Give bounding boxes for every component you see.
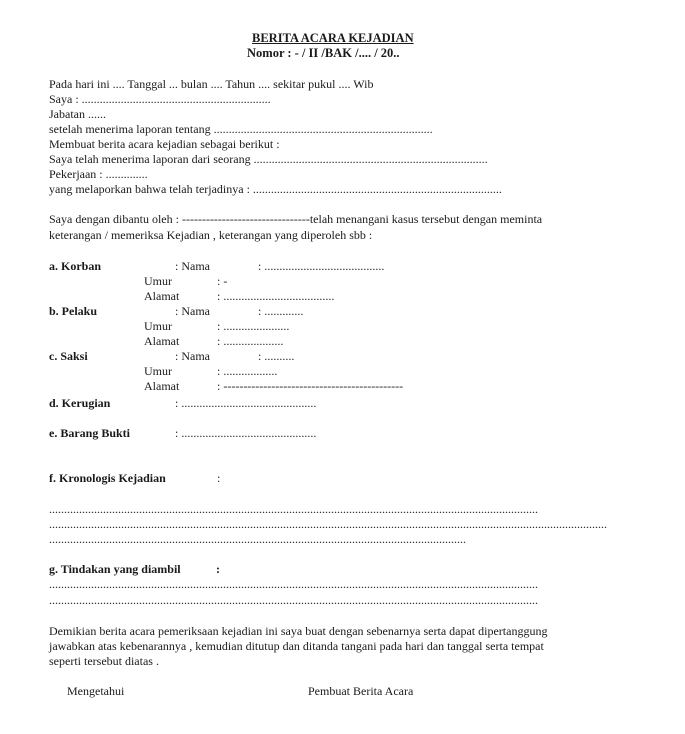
kronologis-line-3: ........................................................................................................................................... — [49, 532, 466, 546]
korban-alamat-label: Alamat — [144, 289, 180, 303]
tindakan-line-1: ................................................................................................................................................................... — [49, 577, 538, 591]
pelaku-alamat-value: : .................... — [217, 334, 284, 348]
kronologis-label: f. Kronologis Kejadian — [49, 471, 166, 485]
pelaku-umur-value: : ...................... — [217, 319, 290, 333]
dibantu-line-1: Saya dengan dibantu oleh : --------------------------------telah menangani kasus tersebut dengan meminta — [49, 212, 543, 226]
kronologis-colon: : — [217, 471, 221, 485]
saksi-umur-value: : .................. — [217, 364, 278, 378]
kronologis-line-1: ................................................................................................................................................................... — [49, 502, 538, 516]
document-title: BERITA ACARA KEJADIAN — [252, 31, 414, 45]
korban-label: a. Korban — [49, 259, 102, 273]
closing-line-3: seperti tersebut diatas . — [49, 654, 159, 668]
intro-saya-line: Saya : ............................................................... — [49, 92, 271, 106]
intro-laporan-line: setelah menerima laporan tentang ......................................................................... — [49, 122, 433, 136]
tindakan-line-2: ................................................................................................................................................................... — [49, 593, 538, 607]
kerugian-label: d. Kerugian — [49, 396, 111, 410]
saksi-umur-label: Umur — [144, 364, 172, 378]
intro-date-line: Pada hari ini .... Tanggal ... bulan .... Tahun .... sekitar pukul .... Wib — [49, 77, 374, 91]
saksi-label: c. Saksi — [49, 349, 88, 363]
barang-bukti-label: e. Barang Bukti — [49, 426, 131, 440]
barang-bukti-value: : ............................................. — [175, 426, 317, 440]
pelaku-nama-label: : Nama — [175, 304, 210, 318]
saksi-nama-label: : Nama — [175, 349, 210, 363]
pelaku-label: b. Pelaku — [49, 304, 98, 318]
korban-umur-value: : - — [217, 274, 228, 288]
intro-melaporkan-line: yang melaporkan bahwa telah terjadinya : ................................................................................... — [49, 182, 502, 196]
dibantu-line-2: keterangan / memeriksa Kejadian , keterangan yang diperoleh sbb : — [49, 228, 373, 242]
saksi-nama-value: : .......... — [258, 349, 295, 363]
korban-nama-label: : Nama — [175, 259, 210, 273]
intro-pekerjaan-line: Pekerjaan : .............. — [49, 167, 148, 181]
pelaku-alamat-label: Alamat — [144, 334, 180, 348]
tindakan-colon: : — [216, 562, 220, 576]
pelaku-nama-value: : ............. — [258, 304, 304, 318]
closing-line-2: jawabkan atas kebenarannya , kemudian ditutup dan ditanda tangani pada hari dan tanggal serta tempat — [49, 639, 544, 653]
intro-membuat-line: Membuat berita acara kejadian sebagai berikut : — [49, 137, 280, 151]
saksi-alamat-label: Alamat — [144, 379, 180, 393]
closing-line-1: Demikian berita acara pemeriksaan kejadian ini saya buat dengan sebenarnya serta dapat dipertanggung — [49, 624, 548, 638]
intro-seorang-line: Saya telah menerima laporan dari seorang .............................................................................. — [49, 152, 488, 166]
kronologis-line-2: .......................................................................................................................................................................................... — [49, 517, 607, 531]
document-number: Nomor : - / II /BAK /.... / 20.. — [247, 46, 400, 60]
korban-umur-label: Umur — [144, 274, 172, 288]
saksi-alamat-value: : --------------------------------------------- — [217, 379, 404, 393]
korban-alamat-value: : ..................................... — [217, 289, 335, 303]
intro-jabatan-line: Jabatan ...... — [49, 107, 106, 121]
tindakan-label: g. Tindakan yang diambil — [49, 562, 181, 576]
kerugian-value: : ............................................. — [175, 396, 317, 410]
signature-pembuat: Pembuat Berita Acara — [308, 684, 414, 698]
korban-nama-value: : ........................................ — [258, 259, 385, 273]
signature-mengetahui: Mengetahui — [67, 684, 125, 698]
pelaku-umur-label: Umur — [144, 319, 172, 333]
